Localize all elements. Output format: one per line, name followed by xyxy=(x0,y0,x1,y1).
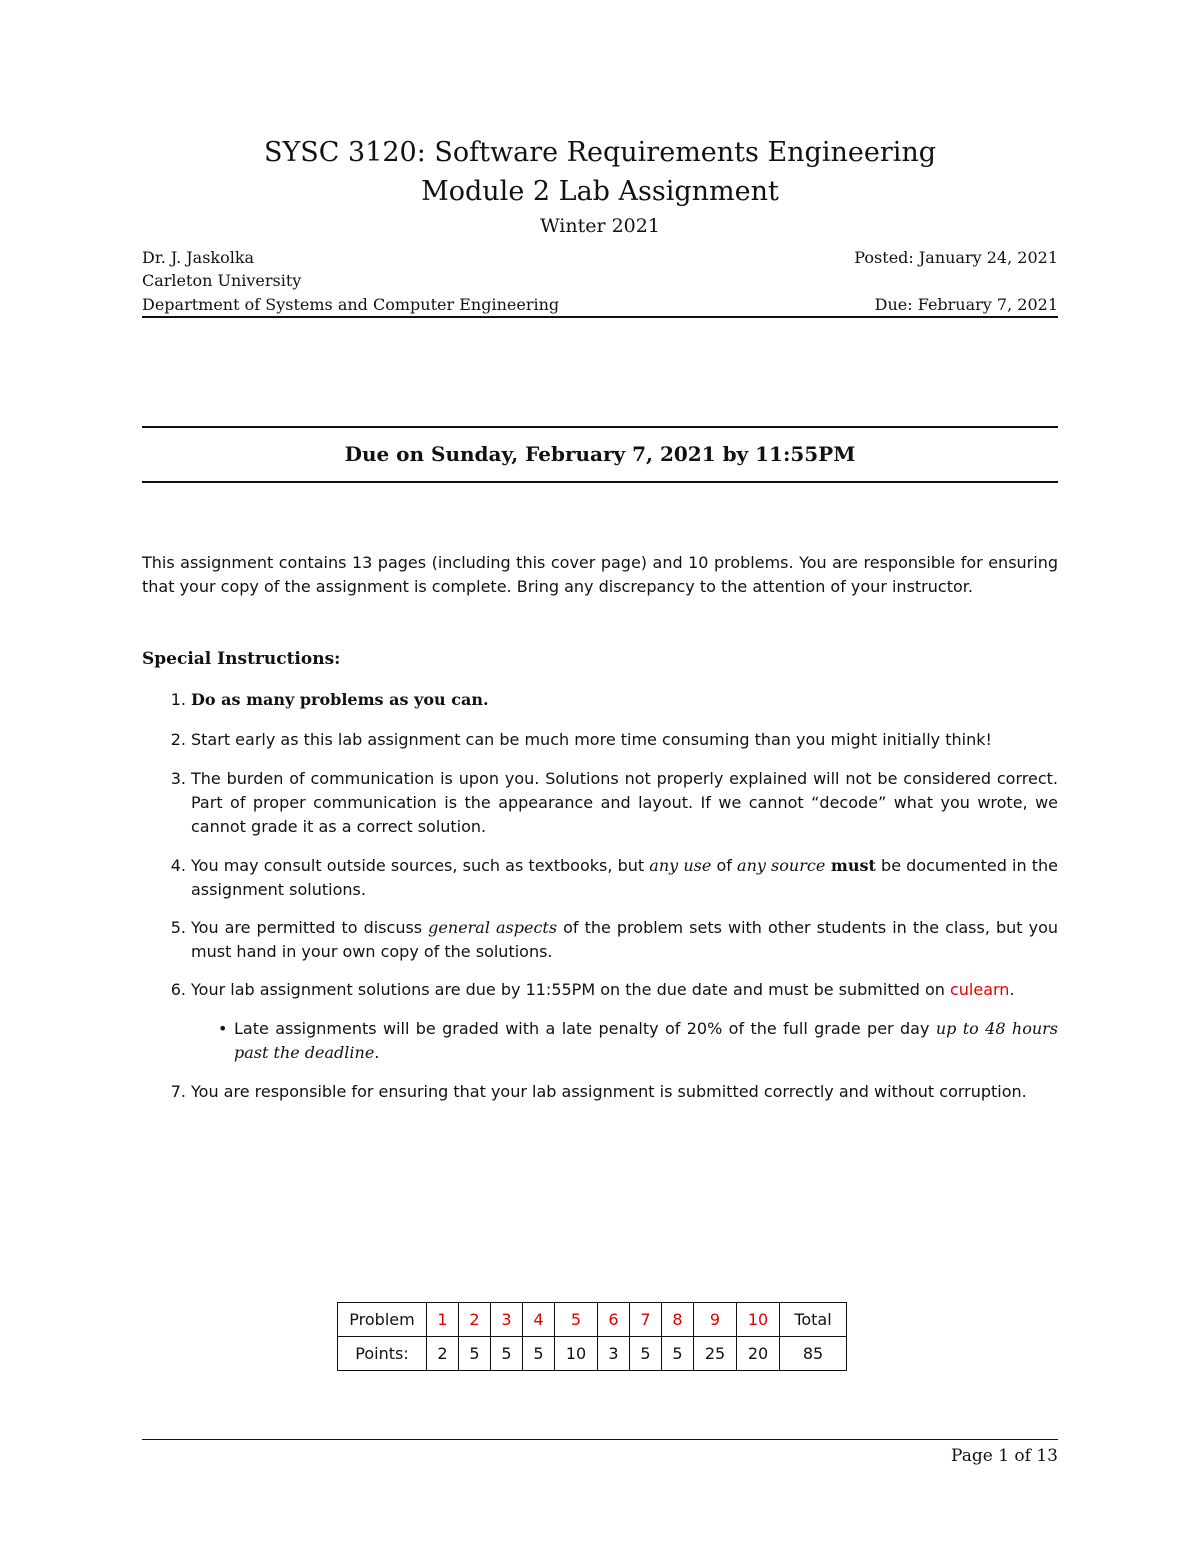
special-instructions-heading: Special Instructions: xyxy=(142,649,341,669)
department: Department of Systems and Computer Engineering xyxy=(142,295,560,314)
header-row-3 xyxy=(142,294,1058,316)
item-text: Late assignments will be graded with a late penalty of 20% of the full grade per day up to 48 hours past the deadline. xyxy=(234,1019,1059,1062)
item-number: 1. xyxy=(170,690,186,709)
points-value: 5 xyxy=(630,1337,662,1371)
university: Carleton University xyxy=(142,271,302,290)
item-text: You are responsible for ensuring that your lab assignment is submitted correctly and without corruption. xyxy=(191,1082,1027,1101)
item-number: 5. xyxy=(170,918,186,937)
footer-rule xyxy=(142,1439,1058,1440)
problem-number: 8 xyxy=(662,1303,694,1337)
table-header: Problem xyxy=(338,1303,427,1337)
table-row xyxy=(338,1337,847,1371)
points-value: 5 xyxy=(459,1337,491,1371)
due-date: Due: February 7, 2021 xyxy=(874,295,1058,314)
item-number: 4. xyxy=(170,856,186,875)
header-row-1 xyxy=(142,247,1058,269)
problem-number: 7 xyxy=(630,1303,662,1337)
problem-number: 5 xyxy=(555,1303,598,1337)
points-value: 5 xyxy=(523,1337,555,1371)
due-banner: Due on Sunday, February 7, 2021 by 11:55PM xyxy=(344,442,856,466)
problem-number: 1 xyxy=(427,1303,459,1337)
item-text: The burden of communication is upon you. Solutions not properly explained will not be considered correct. Part of proper communication is the appearance and layout. If we cannot “decode” what you wrote, we cannot grade it as a correct solution. xyxy=(191,769,1058,836)
points-value: 2 xyxy=(427,1337,459,1371)
item-text: Your lab assignment solutions are due by 11:55PM on the due date and must be submitted on culearn. xyxy=(191,980,1015,999)
problem-number: 6 xyxy=(598,1303,630,1337)
total-header: Total xyxy=(780,1303,847,1337)
due-rule-bottom xyxy=(142,481,1058,483)
problem-number: 4 xyxy=(523,1303,555,1337)
problem-number: 9 xyxy=(694,1303,737,1337)
item-text: You are permitted to discuss general aspects of the problem sets with other students in the class, but you must hand in your own copy of the solutions. xyxy=(191,918,1058,961)
points-value: 10 xyxy=(555,1337,598,1371)
item-number: 3. xyxy=(170,769,186,788)
due-rule-top xyxy=(142,426,1058,428)
bullet-icon: • xyxy=(218,1019,228,1038)
header-rule xyxy=(142,316,1058,318)
header-row-2 xyxy=(142,270,1058,292)
total-value: 85 xyxy=(780,1337,847,1371)
points-value: 5 xyxy=(662,1337,694,1371)
item-number: 2. xyxy=(170,730,186,749)
culearn-link[interactable]: culearn xyxy=(949,980,1010,999)
points-value: 3 xyxy=(598,1337,630,1371)
item-text: Do as many problems as you can. xyxy=(191,690,489,709)
problem-number: 3 xyxy=(491,1303,523,1337)
table-row xyxy=(338,1303,847,1337)
item-number: 7. xyxy=(170,1082,186,1101)
problem-number: 2 xyxy=(459,1303,491,1337)
assignment-title: Module 2 Lab Assignment xyxy=(421,176,779,207)
instructor: Dr. J. Jaskolka xyxy=(142,248,255,267)
points-table xyxy=(337,1302,847,1371)
posted-date: Posted: January 24, 2021 xyxy=(854,248,1058,267)
intro-paragraph: This assignment contains 13 pages (including this cover page) and 10 problems. You are responsible for ensuring that your copy of the assignment is complete. Bring any discrepancy to the attention of your instructor. xyxy=(142,553,1058,596)
points-value: 25 xyxy=(694,1337,737,1371)
points-value: 20 xyxy=(737,1337,780,1371)
item-number: 6. xyxy=(170,980,186,999)
page-number: Page 1 of 13 xyxy=(951,1446,1058,1466)
course-title: SYSC 3120: Software Requirements Engineering xyxy=(263,137,937,168)
term: Winter 2021 xyxy=(540,215,660,237)
points-value: 5 xyxy=(491,1337,523,1371)
item-text: You may consult outside sources, such as textbooks, but any use of any source must be documented in the assignment solutions. xyxy=(191,856,1059,899)
table-header: Points: xyxy=(338,1337,427,1371)
problem-number: 10 xyxy=(737,1303,780,1337)
item-text: Start early as this lab assignment can be much more time consuming than you might initially think! xyxy=(191,730,992,749)
